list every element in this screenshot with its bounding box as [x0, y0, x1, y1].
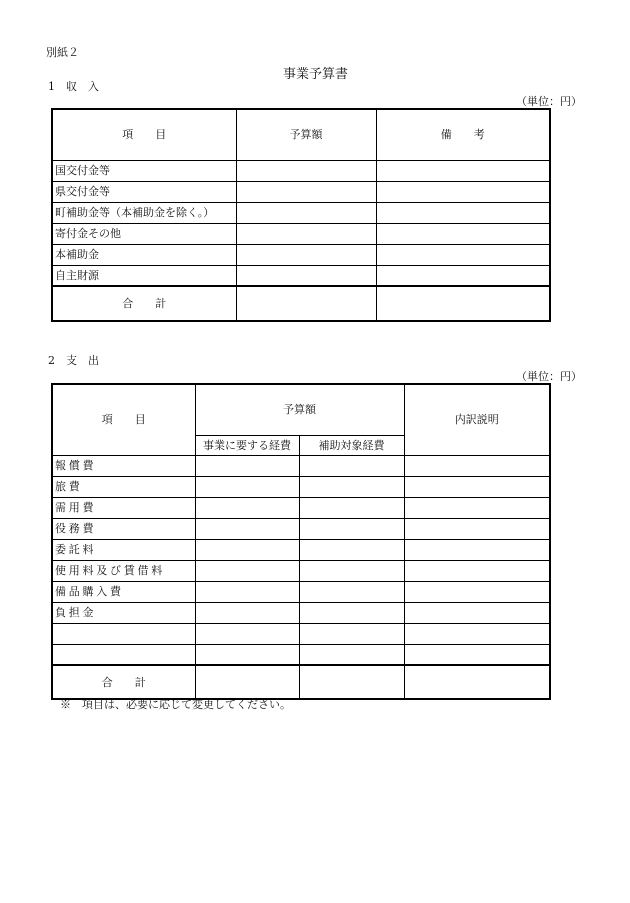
- attachment-label: 別紙２: [46, 46, 79, 59]
- income-header-remarks: 備 考: [376, 109, 550, 160]
- expense-subsidy-cost-cell[interactable]: [299, 497, 404, 518]
- expense-breakdown-cell[interactable]: [404, 623, 550, 644]
- expense-breakdown-cell[interactable]: [404, 560, 550, 581]
- expense-project-cost-cell[interactable]: [195, 581, 299, 602]
- income-budget-cell[interactable]: [236, 244, 376, 265]
- income-header-item: 項 目: [52, 109, 236, 160]
- expense-breakdown-cell[interactable]: [404, 476, 550, 497]
- expense-breakdown-cell[interactable]: [404, 539, 550, 560]
- income-budget-cell[interactable]: [236, 265, 376, 286]
- income-total-label: 合 計: [52, 286, 236, 321]
- income-row-label: 自主財源: [52, 265, 236, 286]
- expense-header-subsidy-cost: 補助対象経費: [299, 435, 404, 455]
- income-total-row: [52, 286, 550, 321]
- expense-subsidy-cost-cell[interactable]: [299, 581, 404, 602]
- income-remarks-cell[interactable]: [376, 202, 550, 223]
- table-row: [52, 476, 550, 497]
- expense-header-breakdown: 内訳説明: [404, 384, 550, 455]
- expense-total-label: 合 計: [52, 665, 195, 699]
- income-header-row: [52, 109, 550, 160]
- income-section-title: 1 収 入: [48, 80, 99, 93]
- expense-table: [51, 383, 551, 700]
- expense-subsidy-cost-cell[interactable]: [299, 518, 404, 539]
- expense-row-label: 備品購入費: [52, 581, 195, 602]
- expense-total-subsidy-cost-cell[interactable]: [299, 665, 404, 699]
- expense-subsidy-cost-cell[interactable]: [299, 602, 404, 623]
- expense-row-label: 旅費: [52, 476, 195, 497]
- expense-subsidy-cost-cell[interactable]: [299, 476, 404, 497]
- income-total-budget-cell[interactable]: [236, 286, 376, 321]
- expense-subsidy-cost-cell[interactable]: [299, 623, 404, 644]
- expense-row-label: 役務費: [52, 518, 195, 539]
- expense-header-row: [52, 384, 550, 435]
- income-budget-cell[interactable]: [236, 160, 376, 181]
- income-remarks-cell[interactable]: [376, 265, 550, 286]
- expense-project-cost-cell[interactable]: [195, 560, 299, 581]
- expense-breakdown-cell[interactable]: [404, 455, 550, 476]
- income-remarks-cell[interactable]: [376, 223, 550, 244]
- income-remarks-cell[interactable]: [376, 181, 550, 202]
- table-row: [52, 265, 550, 286]
- income-row-label: 県交付金等: [52, 181, 236, 202]
- expense-total-project-cost-cell[interactable]: [195, 665, 299, 699]
- income-unit-label: （単位：円）: [516, 95, 582, 108]
- income-remarks-cell[interactable]: [376, 160, 550, 181]
- expense-section-title: 2 支 出: [48, 354, 99, 367]
- table-row: [52, 223, 550, 244]
- expense-subsidy-cost-cell[interactable]: [299, 455, 404, 476]
- expense-header-project-cost: 事業に要する経費: [195, 435, 299, 455]
- income-row-label: 国交付金等: [52, 160, 236, 181]
- expense-unit-label: （単位：円）: [516, 370, 582, 383]
- expense-breakdown-cell[interactable]: [404, 518, 550, 539]
- table-row: [52, 644, 550, 665]
- table-row: [52, 518, 550, 539]
- expense-project-cost-cell[interactable]: [195, 539, 299, 560]
- table-row: [52, 181, 550, 202]
- table-row: [52, 455, 550, 476]
- table-row: [52, 202, 550, 223]
- income-budget-cell[interactable]: [236, 202, 376, 223]
- document-title: 事業予算書: [283, 67, 349, 82]
- expense-project-cost-cell[interactable]: [195, 623, 299, 644]
- expense-row-label: 需用費: [52, 497, 195, 518]
- expense-project-cost-cell[interactable]: [195, 497, 299, 518]
- expense-total-breakdown-cell[interactable]: [404, 665, 550, 699]
- table-row: [52, 160, 550, 181]
- table-row: [52, 497, 550, 518]
- table-row: [52, 560, 550, 581]
- table-row: [52, 539, 550, 560]
- expense-row-label: 報償費: [52, 455, 195, 476]
- expense-row-label[interactable]: [52, 644, 195, 665]
- expense-row-label: 負担金: [52, 602, 195, 623]
- income-row-label: 町補助金等（本補助金を除く。）: [52, 202, 236, 223]
- income-table: [51, 108, 551, 322]
- income-budget-cell[interactable]: [236, 223, 376, 244]
- table-row: [52, 602, 550, 623]
- expense-breakdown-cell[interactable]: [404, 581, 550, 602]
- expense-project-cost-cell[interactable]: [195, 476, 299, 497]
- table-row: [52, 623, 550, 644]
- expense-header-budget: 予算額: [195, 384, 404, 435]
- expense-subsidy-cost-cell[interactable]: [299, 539, 404, 560]
- expense-breakdown-cell[interactable]: [404, 602, 550, 623]
- income-remarks-cell[interactable]: [376, 244, 550, 265]
- expense-header-item: 項 目: [52, 384, 195, 455]
- income-row-label: 寄付金その他: [52, 223, 236, 244]
- expense-project-cost-cell[interactable]: [195, 455, 299, 476]
- income-row-label: 本補助金: [52, 244, 236, 265]
- expense-subsidy-cost-cell[interactable]: [299, 644, 404, 665]
- expense-total-row: [52, 665, 550, 699]
- table-row: [52, 244, 550, 265]
- expense-breakdown-cell[interactable]: [404, 644, 550, 665]
- income-header-budget: 予算額: [236, 109, 376, 160]
- expense-row-label[interactable]: [52, 623, 195, 644]
- expense-row-label: 使用料及び賃借料: [52, 560, 195, 581]
- expense-subsidy-cost-cell[interactable]: [299, 560, 404, 581]
- table-row: [52, 581, 550, 602]
- income-budget-cell[interactable]: [236, 181, 376, 202]
- expense-project-cost-cell[interactable]: [195, 518, 299, 539]
- income-total-remarks-cell[interactable]: [376, 286, 550, 321]
- expense-project-cost-cell[interactable]: [195, 602, 299, 623]
- expense-project-cost-cell[interactable]: [195, 644, 299, 665]
- expense-breakdown-cell[interactable]: [404, 497, 550, 518]
- expense-row-label: 委託料: [52, 539, 195, 560]
- footnote: ※ 項目は、必要に応じて変更してください。: [60, 698, 291, 711]
